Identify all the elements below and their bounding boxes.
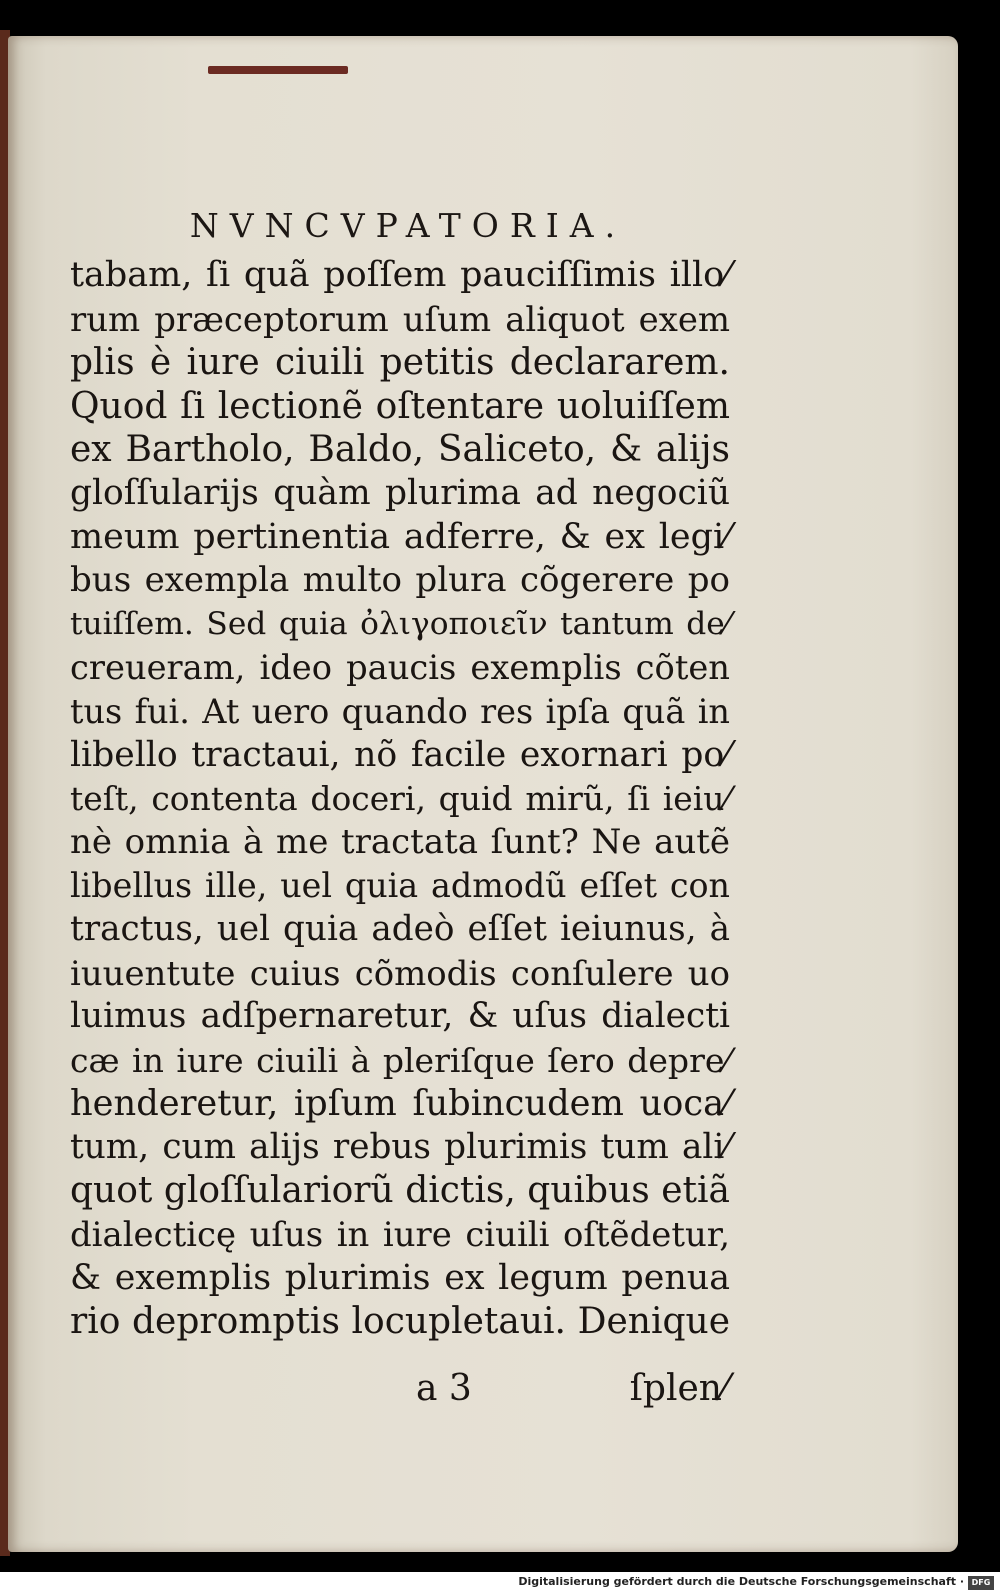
text-line: cæ in iure ciuili à pleriſque ſero depre⁄: [70, 1040, 730, 1080]
text-line: rio depromptis locupletaui. Denique: [70, 1301, 730, 1343]
text-line: & exemplis plurimis ex legum penua: [70, 1257, 730, 1298]
text-line: libello tractaui, nõ facile exornari po⁄: [70, 734, 730, 775]
text-line: tum, cum alijs rebus plurimis tum ali⁄: [70, 1126, 730, 1167]
text-line: bus exempla multo plura cõgerere po: [70, 560, 730, 601]
catchword: ſplen⁄: [629, 1368, 728, 1409]
text-line: henderetur, ipſum ſubincudem uoca⁄: [70, 1083, 730, 1125]
footer-credit: Digitalisierung gefördert durch die Deutsche Forschungsgemeinschaft ·: [518, 1575, 964, 1588]
text-line: iuuentute cuius cõmodis conſulere uo: [70, 953, 730, 993]
text-line: dialecticę uſus in iure ciuili oſtẽdetur,: [70, 1215, 730, 1255]
text-line: rum præceptorum uſum aliquot exem: [70, 299, 730, 339]
signature-mark: a 3: [416, 1368, 472, 1409]
text-line: tabam, ſi quã poſſem pauciſſimis illo⁄: [70, 255, 730, 295]
text-line: tus fui. At uero quando res ipſa quã in: [70, 691, 730, 731]
page-stain: [208, 66, 348, 74]
dfg-logo-icon: DFG: [968, 1576, 994, 1590]
catch-line: [68, 1368, 728, 1412]
text-line: tractus, uel quia adeò eſſet ieiunus, à: [70, 908, 730, 949]
text-line: nè omnia à me tractata ſunt? Ne autẽ: [70, 821, 730, 862]
text-line: teſt, contenta doceri, quid mirũ, ſi ieiu⁄: [70, 779, 730, 819]
body-text: [70, 254, 730, 1344]
running-head: NVNCVPATORIA.: [189, 206, 627, 245]
text-line: Quod ſi lectionẽ oſtentare uoluiſſem: [70, 385, 730, 427]
text-line: tuiſſem. Sed quia ὀλιγοποιεῖν tantum de⁄: [70, 605, 730, 642]
text-line: gloſſularijs quàm plurima ad negociũ: [70, 472, 730, 513]
text-line: quot gloſſulariorũ dictis, quibus etiã: [70, 1170, 730, 1212]
text-line: plis è iure ciuili petitis declararem.: [70, 342, 730, 384]
text-line: ex Bartholo, Baldo, Saliceto, & alijs: [70, 429, 730, 471]
book-page: [8, 36, 958, 1552]
footer-bar: [0, 1572, 1000, 1594]
text-line: libellus ille, uel quia admodũ eſſet con: [70, 866, 730, 906]
text-line: luimus adſpernaretur, & uſus dialecti: [70, 996, 730, 1037]
text-line: creueram, ideo paucis exemplis cõten: [70, 648, 730, 688]
text-line: meum pertinentia adferre, & ex legi⁄: [70, 516, 730, 557]
